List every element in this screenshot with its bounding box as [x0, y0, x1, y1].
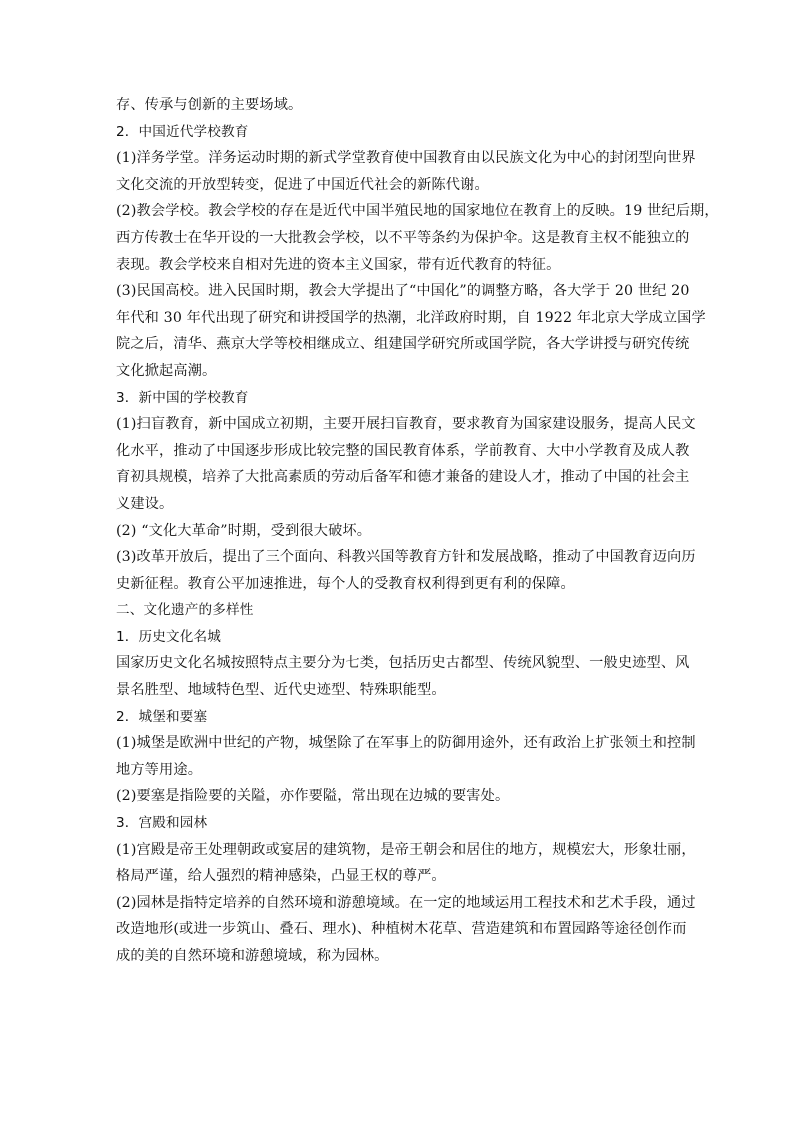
text-line: (1)城堡是欧洲中世纪的产物，城堡除了在军事上的防御用途外，还有政治上扩张领土和控制	[116, 735, 696, 752]
section-heading: 3．宫殿和园林	[116, 815, 208, 832]
text-line: 成的美的自然环境和游憩境域，称为园林。	[116, 948, 389, 964]
section-heading: 3．新中国的学校教育	[116, 389, 249, 406]
text-line: (1)扫盲教育，新中国成立初期，主要开展扫盲教育，要求教育为国家建设服务，提高人民文	[116, 416, 696, 433]
text-line: 格局严谨，给人强烈的精神感染，凸显王权的尊严。	[116, 868, 446, 885]
text-line: 史新征程。教育公平加速推进，每个人的受教育权利得到更有利的保障。	[116, 575, 575, 592]
text-line: (2) “文化大革命”时期，受到很大破坏。	[116, 522, 372, 539]
text-line: 表现。教会学校来自相对先进的资本主义国家，带有近代教育的特征。	[116, 256, 561, 273]
text-line: (1)洋务学堂。洋务运动时期的新式学堂教育使中国教育由以民族文化为中心的封闭型向世界	[116, 150, 696, 167]
text-line: (2)教会学校。教会学校的存在是近代中国半殖民地的国家地位在教育上的反映。19 世纪后期，	[116, 203, 719, 220]
section-heading: 1．历史文化名城	[116, 628, 222, 645]
section-heading: 2．城堡和要塞	[116, 708, 208, 725]
text-line: 年代和 30 年代出现了研究和讲授国学的热潮，北洋政府时期，自 1922 年北京大学成立国学	[116, 309, 706, 326]
text-line: 西方传教士在华开设的一大批教会学校，以不平等条约为保护伞。这是教育主权不能独立的	[116, 229, 690, 246]
text-line: 义建设。	[116, 495, 174, 512]
text-line: 改造地形(或进一步筑山、叠石、理水)、种植树木花草、营造建筑和布置园路等途径创作而	[116, 921, 687, 938]
text-line: 存、传承与创新的主要场域。	[116, 97, 303, 113]
section-heading: 2．中国近代学校教育	[116, 123, 249, 140]
text-line: 文化掀起高潮。	[116, 362, 217, 379]
text-line: (3)改革开放后，提出了三个面向、科教兴国等教育方针和发展战略，推动了中国教育迈向历	[116, 549, 696, 566]
text-line: 国家历史文化名城按照特点主要分为七类，包括历史古都型、传统风貌型、一般史迹型、风	[116, 655, 690, 672]
chapter-heading: 二、文化遗产的多样性	[116, 602, 254, 619]
text-line: 育初具规模，培养了大批高素质的劳动后备军和德才兼备的建设人才，推动了中国的社会主	[116, 469, 690, 486]
text-line: 文化交流的开放型转变，促进了中国近代社会的新陈代谢。	[116, 176, 489, 193]
document-page	[116, 92, 719, 970]
text-line: (2)园林是指特定培养的自然环境和游憩境域。在一定的地域运用工程技术和艺术手段，通过	[116, 894, 696, 911]
text-line: 化水平，推动了中国逐步形成比较完整的国民教育体系，学前教育、大中小学教育及成人教	[116, 442, 690, 459]
text-line: 院之后，清华、燕京大学等校相继成立、组建国学研究所或国学院，各大学讲授与研究传统	[116, 336, 690, 353]
text-line: (3)民国高校。进入民国时期，教会大学提出了“中国化”的调整方略，各大学于 20 世纪 20	[116, 283, 690, 300]
text-line: (1)宫殿是帝王处理朝政或宴居的建筑物，是帝王朝会和居住的地方，规模宏大，形象壮丽，	[116, 841, 696, 858]
text-line: 景名胜型、地域特色型、近代史迹型、特殊职能型。	[116, 682, 446, 699]
text-line: (2)要塞是指险要的关隘，亦作要隘，常出现在边城的要害处。	[116, 788, 510, 805]
text-line: 地方等用途。	[116, 761, 203, 778]
